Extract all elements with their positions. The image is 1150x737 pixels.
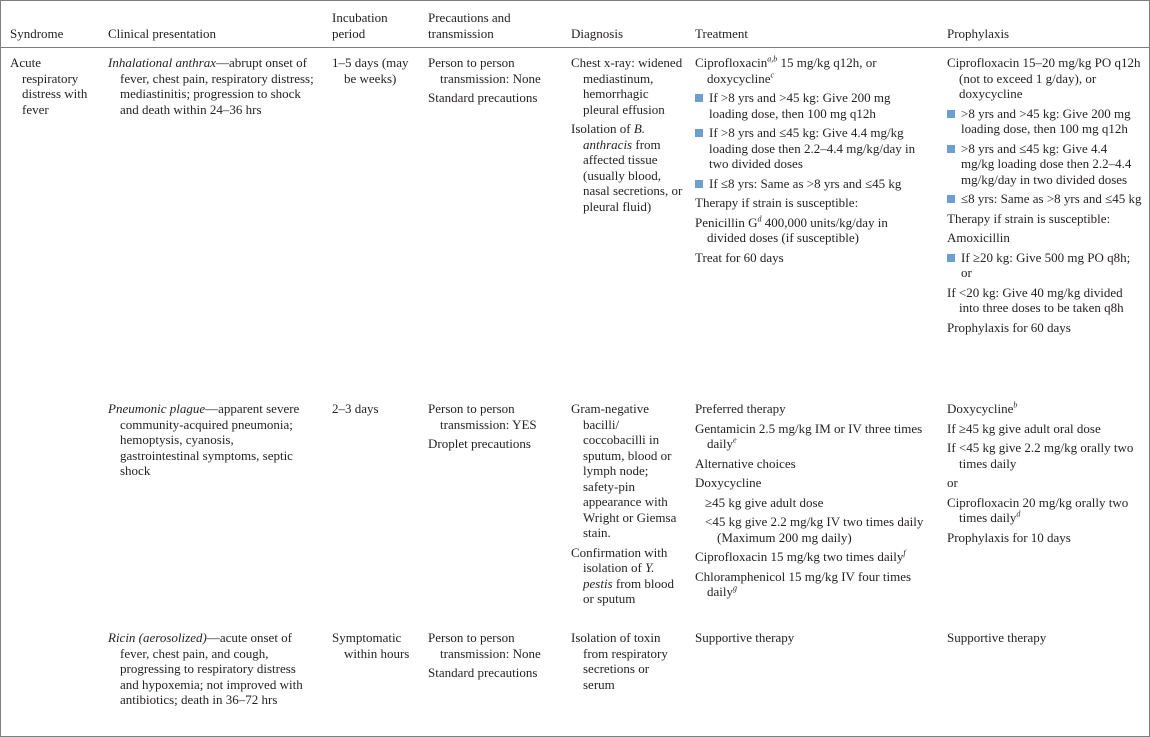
incubation-text: 1–5 days (may be weeks): [332, 55, 409, 86]
row-ricin-prophylaxis: [947, 630, 1142, 650]
treatment-text: 15 mg/kg q12h, or doxycycline: [707, 55, 877, 86]
precaution-transmission: Person to person transmission: None: [428, 630, 541, 661]
footnote-mark: b: [1013, 400, 1018, 410]
header-syndrome: Syndrome: [10, 26, 64, 41]
footnote-mark: d: [1016, 509, 1021, 519]
clinical-name: Ricin (aerosolized): [108, 630, 207, 645]
row-plague-incubation: [332, 401, 412, 421]
prophylaxis-item: Supportive therapy: [947, 630, 1047, 645]
precaution-type: Standard precautions: [428, 665, 538, 680]
prophylaxis-item: or: [947, 475, 958, 490]
footnote-mark: g: [733, 583, 737, 593]
treatment-item: Alternative choices: [695, 455, 796, 471]
bullet-item: If >8 yrs and >45 kg: Give 200 mg loading dose, then 100 mg q12h: [695, 90, 930, 121]
treatment-item: [695, 215, 930, 246]
bullet-item: ≤8 yrs: Same as >8 yrs and ≤45 kg: [947, 191, 1142, 207]
drug-name: Penicillin G: [695, 214, 758, 230]
treatment-item: [695, 421, 930, 452]
syndrome-cell: [10, 55, 92, 121]
prophylaxis-item: Therapy if strain is susceptible:: [947, 210, 1111, 226]
bullet-item: >8 yrs and >45 kg: Give 200 mg loading dose, then 100 mg q12h: [947, 106, 1142, 137]
precaution-transmission: Person to person transmission: YES: [428, 401, 537, 432]
diagnosis-text: from affected tissue (usually blood, nasal secretions, or pleural fluid): [583, 136, 683, 214]
header-precautions-line2: transmission: [428, 26, 494, 41]
clinical-name: Pneumonic plague: [108, 401, 206, 416]
treatment-subitem: ≥45 kg give adult dose: [705, 494, 824, 510]
prophylaxis-text: Ciprofloxacin 20 mg/kg orally two times daily: [947, 494, 1129, 525]
row-plague-prophylaxis: [947, 401, 1142, 549]
header-rule: [0, 47, 1150, 48]
treatment-text: Chloramphenicol 15 mg/kg IV four times daily: [695, 568, 912, 599]
row-anthrax-clinical: [108, 55, 316, 121]
header-precautions: [428, 10, 511, 42]
diagnosis-text: Confirmation with isolation of: [571, 544, 668, 575]
precaution-transmission: Person to person transmission: None: [428, 55, 541, 86]
prophylaxis-item: [947, 495, 1142, 526]
footnote-mark: f: [903, 548, 906, 558]
header-treatment: Treatment: [695, 26, 748, 41]
row-plague-precautions: [428, 401, 558, 456]
bullet-item: >8 yrs and ≤45 kg: Give 4.4 mg/kg loading dose then 2.2–4.4 mg/kg/day in two divided doses: [947, 141, 1142, 188]
incubation-text: 2–3 days: [332, 401, 379, 416]
prophylaxis-item: Ciprofloxacin 15–20 mg/kg PO q12h (not to exceed 1 g/day), or doxycycline: [947, 55, 1141, 101]
treatment-item: [695, 55, 930, 86]
row-plague-clinical: [108, 401, 316, 483]
row-ricin-treatment: [695, 630, 930, 650]
prophylaxis-item: If <20 kg: Give 40 mg/kg divided into three doses to be taken q8h: [947, 284, 1124, 315]
drug-name: Ciprofloxacin: [695, 55, 768, 70]
header-incubation-line2: period: [332, 26, 366, 41]
syndrome-text: Acute respiratory distress with fever: [10, 55, 88, 117]
header-clinical: Clinical presentation: [108, 26, 216, 41]
diagnosis-item: Isolation of toxin from respiratory secretions or serum: [571, 630, 668, 692]
organism-name: Y. pestis: [583, 560, 655, 591]
treatment-item: Treat for 60 days: [695, 249, 784, 265]
diagnosis-item: [571, 545, 683, 607]
row-plague-diagnosis: [571, 401, 683, 611]
header-diagnosis: Diagnosis: [571, 26, 623, 41]
prophylaxis-item: If <45 kg give 2.2 mg/kg orally two times daily: [947, 440, 1134, 471]
precaution-type: Standard precautions: [428, 90, 538, 105]
incubation-text: Symptomatic within hours: [332, 630, 410, 661]
treatment-text: Ciprofloxacin 15 mg/kg two times daily: [695, 549, 904, 564]
diagnosis-item: Gram-negative bacilli/ coccobacilli in sputum, blood or lymph node; safety-pin appearance with Wright or Giemsa stain.: [571, 401, 677, 540]
prophylaxis-item: Prophylaxis for 60 days: [947, 319, 1071, 335]
row-anthrax-diagnosis: [571, 55, 683, 218]
diagnosis-text: from blood or sputum: [583, 575, 675, 606]
row-anthrax-treatment: [695, 55, 930, 269]
footnote-mark: e: [733, 435, 737, 445]
row-ricin-clinical: [108, 630, 316, 712]
footnote-mark: a,b: [767, 54, 778, 64]
treatment-item: Doxycycline: [695, 475, 762, 490]
treatment-item: Preferred therapy: [695, 401, 786, 416]
treatment-item: [695, 569, 930, 600]
row-ricin-diagnosis: [571, 630, 683, 696]
diagnosis-item: [571, 121, 683, 214]
footnote-mark: d: [757, 214, 762, 224]
footnote-mark: c: [770, 70, 775, 80]
row-ricin-incubation: [332, 630, 412, 665]
clinical-text: —acute onset of fever, chest pain, and cough, progressing to respiratory distress and hypoxemia; not improved with antibiotics; death in 36–72 hrs: [120, 630, 303, 707]
bullet-item: If ≤8 yrs: Same as >8 yrs and ≤45 kg: [695, 176, 930, 192]
header-prophylaxis: Prophylaxis: [947, 26, 1010, 41]
drug-name: Doxycycline: [947, 401, 1014, 416]
prophylaxis-item: If ≥45 kg give adult oral dose: [947, 420, 1101, 436]
prophylaxis-item: [947, 401, 1142, 417]
row-plague-treatment: [695, 401, 930, 604]
row-anthrax-incubation: [332, 55, 412, 90]
prophylaxis-item: Prophylaxis for 10 days: [947, 529, 1071, 545]
diagnosis-text: Isolation of: [571, 121, 634, 136]
prophylaxis-item: Amoxicillin: [947, 230, 1010, 245]
treatment-item: [695, 549, 930, 565]
diagnosis-item: Chest x-ray: widened mediastinum, hemorrhagic pleural effusion: [571, 55, 683, 117]
header-incubation-line1: Incubation: [332, 10, 388, 25]
row-ricin-precautions: [428, 630, 558, 685]
treatment-item: Supportive therapy: [695, 630, 795, 645]
clinical-name: Inhalational anthrax: [108, 55, 216, 70]
bullet-item: If >8 yrs and ≤45 kg: Give 4.4 mg/kg loading dose then 2.2–4.4 mg/kg/day in two divided doses: [695, 125, 930, 172]
treatment-text: 400,000 units/kg/day in divided doses (if susceptible): [707, 214, 888, 245]
clinical-text: —abrupt onset of fever, chest pain, respiratory distress; mediastinitis; progression to shock and death within 24–36 hrs: [120, 55, 314, 117]
row-anthrax-precautions: [428, 55, 558, 110]
treatment-text: Gentamicin 2.5 mg/kg IM or IV three times daily: [695, 420, 923, 451]
organism-name: B. anthracis: [583, 121, 646, 152]
treatment-item: Therapy if strain is susceptible:: [695, 195, 859, 210]
treatment-subitem: <45 kg give 2.2 mg/kg IV two times daily (Maximum 200 mg daily): [705, 514, 924, 545]
precaution-type: Droplet precautions: [428, 436, 531, 451]
row-anthrax-prophylaxis: [947, 55, 1142, 339]
clinical-text: —apparent severe community-acquired pneumonia; hemoptysis, cyanosis, gastrointestinal symptoms, septic shock: [120, 401, 300, 478]
header-incubation: [332, 10, 388, 42]
header-precautions-line1: Precautions and: [428, 10, 511, 25]
bullet-item: If ≥20 kg: Give 500 mg PO q8h; or: [947, 250, 1142, 281]
